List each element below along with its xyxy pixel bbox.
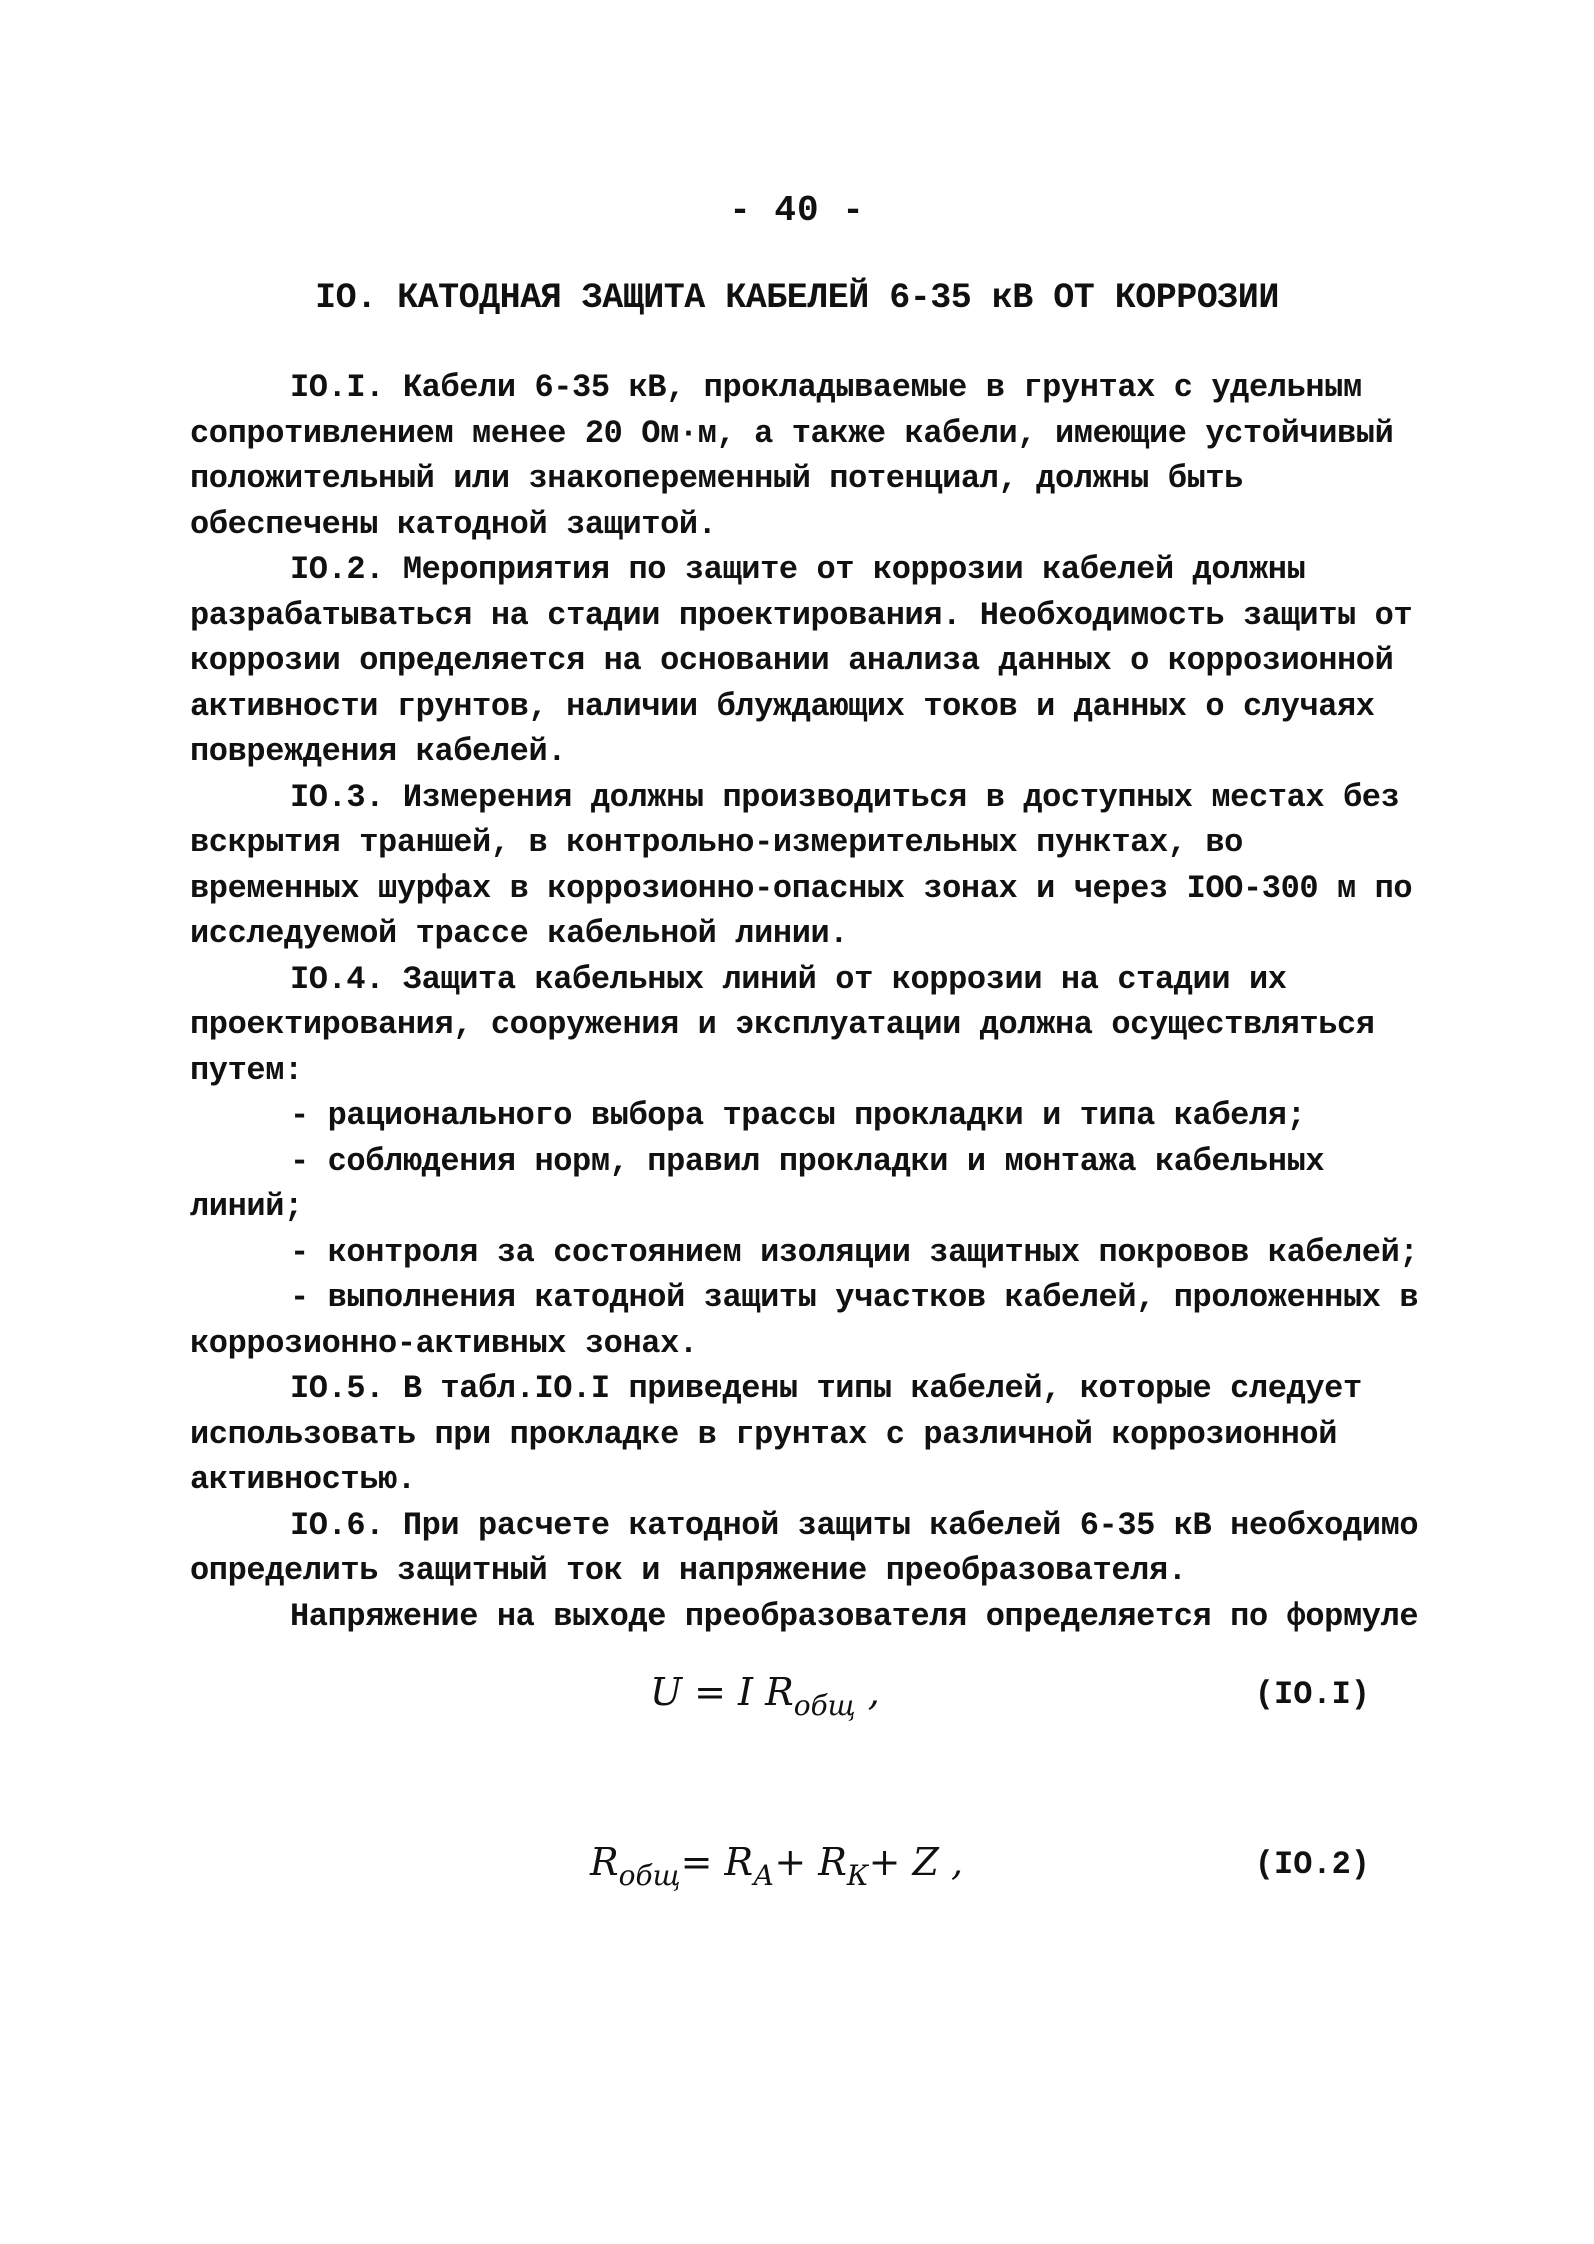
page-number: - 40 - bbox=[729, 190, 865, 231]
paragraph-10-6: IO.6. При расчете катодной защиты кабелей 6-35 кВ необходимо определить защитный ток и напряжение преобразователя. bbox=[190, 1506, 1419, 1589]
paragraph-10-4: IO.4. Защита кабельных линий от коррозии на стадии их проектирования, сооружения и эксплуатации должна осуществляться путем: bbox=[190, 960, 1375, 1089]
formula-symbol: Z bbox=[912, 1840, 939, 1884]
formula-row-10-1 bbox=[190, 1670, 1370, 1730]
formula-symbol: R bbox=[818, 1840, 847, 1884]
formula-symbol: = bbox=[682, 1670, 739, 1714]
formula-symbol: R bbox=[590, 1840, 619, 1884]
formula-subscript: общ bbox=[618, 1859, 681, 1892]
formula-subscript: А bbox=[753, 1859, 775, 1892]
body-text bbox=[190, 365, 1420, 1639]
formula-symbol: + bbox=[868, 1840, 913, 1884]
formula-symbol: + bbox=[774, 1840, 819, 1884]
formula-intro: Напряжение на выходе преобразователя определяется по формуле bbox=[290, 1597, 1419, 1635]
section-title: IO. КАТОДНАЯ ЗАЩИТА КАБЕЛЕЙ 6-35 кВ ОТ КОРРОЗИИ bbox=[315, 278, 1279, 318]
formula-row-10-2 bbox=[190, 1840, 1370, 1900]
formula-10-2 bbox=[590, 1840, 963, 1892]
formula-symbol: R bbox=[724, 1840, 754, 1884]
list-item: - выполнения катодной защиты участков кабелей, проложенных в коррозионно-активных зонах. bbox=[190, 1279, 1419, 1362]
paragraph-10-3: IO.3. Измерения должны производиться в доступных местах без вскрытия траншей, в контрольно-измерительных пунктах, во временных шурфах в коррозионно-опасных зонах и через IOO-300 м по исследуемой трассе кабельной линии. bbox=[190, 778, 1413, 952]
formula-symbol: , bbox=[938, 1840, 964, 1884]
paragraph-10-1: IO.I. Кабели 6-35 кВ, прокладываемые в грунтах с удельным сопротивлением менее 20 Ом·м, а также кабели, имеющие устойчивый положительный или знакопеременный потенциал, должны быть обеспечены катодной защитой. bbox=[190, 369, 1394, 543]
formula-symbol: , bbox=[855, 1670, 880, 1714]
formula-subscript: общ bbox=[793, 1689, 856, 1722]
formula-symbol: = bbox=[680, 1840, 725, 1884]
list-item: - рационального выбора трассы прокладки и типа кабеля; bbox=[290, 1097, 1306, 1134]
formula-number-10-2: (IO.2) bbox=[1254, 1846, 1370, 1883]
formula-symbol: U bbox=[650, 1670, 683, 1714]
paragraph-10-5: IO.5. В табл.IO.I приведены типы кабелей, которые следует использовать при прокладке в грунтах с различной коррозионной активностью. bbox=[190, 1370, 1362, 1498]
formula-number-10-1: (IO.I) bbox=[1254, 1676, 1370, 1713]
list-item: - соблюдения норм, правил прокладки и монтажа кабельных линий; bbox=[190, 1142, 1325, 1225]
formula-subscript: К bbox=[846, 1859, 869, 1892]
list-item: - контроля за состоянием изоляции защитных покровов кабелей; bbox=[290, 1233, 1419, 1271]
paragraph-10-2: IO.2. Мероприятия по защите от коррозии кабелей должны разрабатываться на стадии проектирования. Необходимость защиты от коррозии определяется на основании анализа данных о коррозионной активности грунтов, наличии блуждающих токов и данных о случаях повреждения кабелей. bbox=[190, 551, 1413, 770]
formula-10-1 bbox=[650, 1670, 880, 1722]
formula-symbol: I R bbox=[738, 1670, 794, 1714]
